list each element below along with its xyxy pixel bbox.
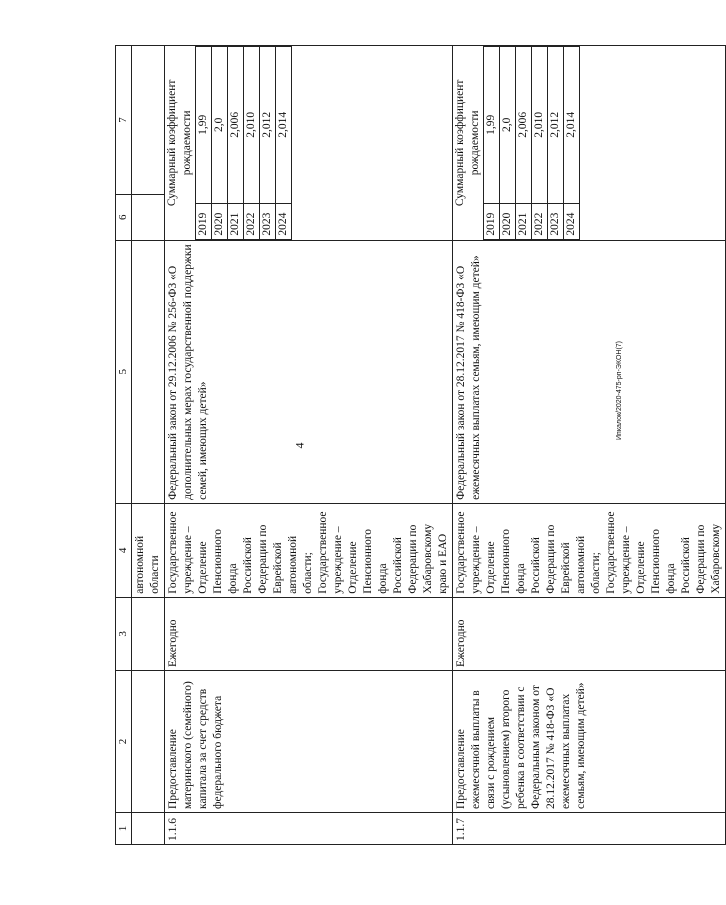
legal-basis: Федеральный закон от 28.12.2017 № 418-ФЗ «О ежемесячных выплатах семьям, имеющим детей» (453, 240, 726, 503)
period: Ежегодно (165, 597, 453, 670)
value: 2,014 (276, 47, 292, 204)
year: 2019 (196, 203, 212, 239)
measure-name: Предоставление ежемесячной выплаты в связи с рождением (усыновлением) второго ребенка в соответствии с Федеральным законом от 28.12.2017 № 418-ФЗ «О ежемесячных выплатах семьям, имеющим детей» (453, 671, 726, 813)
value: 2,012 (260, 47, 276, 204)
year-row (244, 47, 260, 240)
blank-cell (132, 812, 165, 844)
year: 2019 (484, 203, 500, 239)
year: 2020 (212, 203, 228, 239)
year: 2024 (564, 203, 580, 239)
year-row (548, 47, 564, 240)
value: 2,012 (548, 47, 564, 204)
value: 2,0 (500, 47, 516, 204)
indicator-years-table (195, 46, 292, 240)
year: 2021 (228, 203, 244, 239)
table-row (165, 46, 453, 845)
year: 2020 (500, 203, 516, 239)
value: 2,010 (532, 47, 548, 204)
year-row (260, 47, 276, 240)
col-header-6: 6 (116, 194, 132, 240)
value: 2,014 (564, 47, 580, 204)
indicator-title: Суммарный коэффициент рождаемости (166, 79, 193, 207)
legal-basis: Федеральный закон от 29.12.2006 № 256-ФЗ «О дополнительных мерах государственной поддержки семей, имеющих детей» (165, 240, 453, 503)
value: 2,006 (516, 47, 532, 204)
value: 2,0 (212, 47, 228, 204)
value: 2,006 (228, 47, 244, 204)
document-code: Ипкалок/2020-475-рп-ЭКОН(7) (616, 340, 623, 440)
blank-cell (132, 671, 165, 813)
year-row (516, 47, 532, 240)
year-row (532, 47, 548, 240)
continuation-text: автономной области (132, 503, 165, 597)
indicator-cell (453, 46, 726, 241)
value: 2,010 (244, 47, 260, 204)
year-row (564, 47, 580, 240)
blank-cell (132, 46, 165, 195)
col-header-4: 4 (116, 503, 132, 597)
value: 1,99 (484, 47, 500, 204)
continuation-row (132, 46, 165, 845)
col-header-3: 3 (116, 597, 132, 670)
year-row (484, 47, 500, 240)
col-header-2: 2 (116, 671, 132, 813)
year: 2021 (516, 203, 532, 239)
page-number: 4 (292, 442, 307, 449)
col-header-1: 1 (116, 812, 132, 844)
indicator-title: Суммарный коэффициент рождаемости (454, 79, 481, 207)
measure-name: Предоставление материнского (семейного) капитала за счет средств федерального бюджета (165, 671, 453, 813)
year-row (212, 47, 228, 240)
year-row (500, 47, 516, 240)
blank-cell (132, 194, 165, 240)
year-row (276, 47, 292, 240)
col-header-7: 7 (116, 46, 132, 195)
table-row (453, 46, 726, 845)
year: 2023 (548, 203, 564, 239)
executor: Государственное учреждение – Отделение Пенсионного фонда Российской Федерации по Еврейской автономной области; Государственное учреждение – Отделение Пенсионного фонда Российской Федерации по Хабаровскому краю и ЕАО (165, 503, 453, 597)
period: Ежегодно (453, 597, 726, 670)
year-row (228, 47, 244, 240)
year-row (196, 47, 212, 240)
measures-table (115, 45, 726, 845)
year: 2022 (532, 203, 548, 239)
header-row (116, 46, 132, 845)
executor: Государственное учреждение – Отделение Пенсионного фонда Российской Федерации по Еврейской автономной области; Государственное учреждение – Отделение Пенсионного фонда Российской Федерации по Хабаровскому (453, 503, 726, 597)
indicator-cell (165, 46, 453, 241)
blank-cell (132, 597, 165, 670)
blank-cell (132, 240, 165, 503)
value: 1,99 (196, 47, 212, 204)
row-number: 1.1.6 (165, 812, 453, 844)
indicator-years-table (483, 46, 580, 240)
col-header-5: 5 (116, 240, 132, 503)
year: 2022 (244, 203, 260, 239)
year: 2024 (276, 203, 292, 239)
year: 2023 (260, 203, 276, 239)
row-number: 1.1.7 (453, 812, 726, 844)
